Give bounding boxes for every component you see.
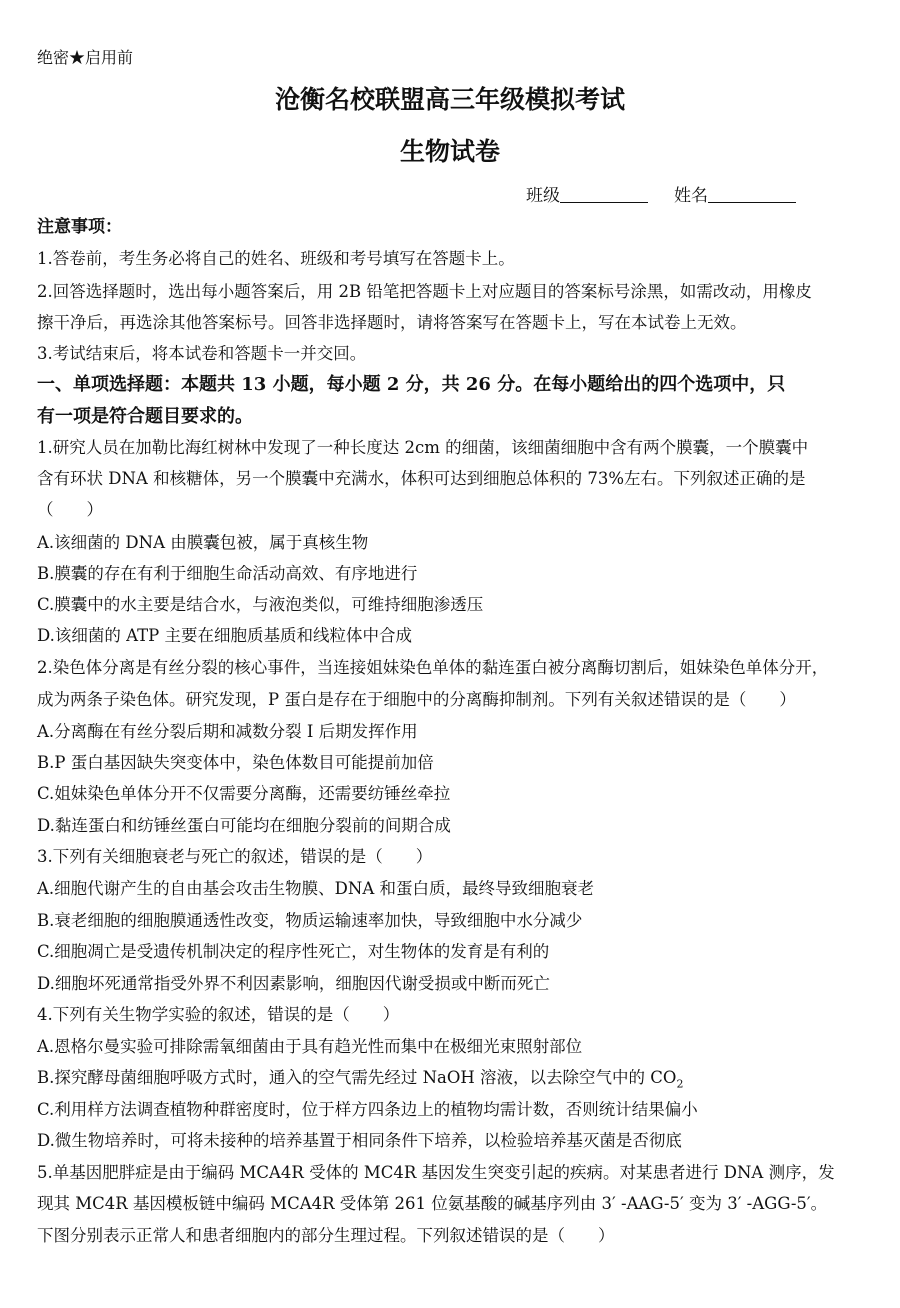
q1-stem-line-1: 1.研究人员在加勒比海红树林中发现了一种长度达 2cm 的细菌，该细菌细胞中含有两个膜囊，一个膜囊中 <box>37 438 809 457</box>
q3-stem: 3.下列有关细胞衰老与死亡的叙述，错误的是（ ） <box>37 847 433 866</box>
q3-option-a: A.细胞代谢产生的自由基会攻击生物膜、DNA 和蛋白质，最终导致细胞衰老 <box>37 879 594 898</box>
q3-option-b: B.衰老细胞的细胞膜通透性改变，物质运输速率加快，导致细胞中水分减少 <box>37 911 583 930</box>
q5-stem-line-2: 现其 MC4R 基因模板链中编码 MCA4R 受体第 261 位氨基酸的碱基序列由 3′ -AAG-5′ 变为 3′ -AGG-5′。 <box>37 1194 828 1213</box>
q1-stem-line-3: （ ） <box>37 500 103 519</box>
name-label: 姓名 <box>674 186 708 206</box>
q2-stem-line-2: 成为两条子染色体。研究发现，P 蛋白是存在于细胞中的分离酶抑制剂。下列有关叙述错误的是（ ） <box>37 690 796 709</box>
q4-option-b-text: B.探究酵母菌细胞呼吸方式时，通入的空气需先经过 NaOH 溶液，以去除空气中的 CO <box>37 1068 677 1087</box>
section-heading-line-2: 有一项是符合题目要求的。 <box>37 406 253 427</box>
q5-stem-line-1: 5.单基因肥胖症是由于编码 MCA4R 受体的 MC4R 基因发生突变引起的疾病。对某患者进行 DNA 测序，发 <box>37 1163 835 1182</box>
class-label: 班级 <box>526 186 560 206</box>
student-info-fields <box>526 184 796 208</box>
q5-stem-line-3: 下图分别表示正常人和患者细胞内的部分生理过程。下列叙述错误的是（ ） <box>37 1226 615 1245</box>
q4-option-b-subscript: 2 <box>676 1077 684 1091</box>
q1-option-b: B.膜囊的存在有利于细胞生命活动高效、有序地进行 <box>37 564 418 583</box>
q3-option-d: D.细胞坏死通常指受外界不利因素影响，细胞因代谢受损或中断而死亡 <box>37 974 550 993</box>
exam-title: 沧衡名校联盟高三年级模拟考试 <box>274 85 625 114</box>
section-heading-line-1: 一、单项选择题：本题共 13 小题，每小题 2 分，共 26 分。在每小题给出的四个选项中，只 <box>37 374 786 395</box>
name-blank <box>708 184 796 203</box>
notice-heading: 注意事项： <box>37 217 122 237</box>
q1-option-a: A.该细菌的 DNA 由膜囊包被，属于真核生物 <box>37 533 369 552</box>
q2-option-b: B.P 蛋白基因缺失突变体中，染色体数目可能提前加倍 <box>37 753 434 772</box>
q1-stem-line-2: 含有环状 DNA 和核糖体，另一个膜囊中充满水，体积可达到细胞总体积的 73%左右。下列叙述正确的是 <box>37 469 806 488</box>
q1-option-c: C.膜囊中的水主要是结合水，与液泡类似，可维持细胞渗透压 <box>37 595 484 614</box>
q2-option-a: A.分离酶在有丝分裂后期和减数分裂 I 后期发挥作用 <box>37 722 418 741</box>
q1-option-d: D.该细菌的 ATP 主要在细胞质基质和线粒体中合成 <box>37 626 412 645</box>
class-blank <box>560 184 648 203</box>
q2-option-c: C.姐妹染色单体分开不仅需要分离酶，还需要纺锤丝牵拉 <box>37 784 451 803</box>
notice-item-1: 1.答卷前，考生务必将自己的姓名、班级和考号填写在答题卡上。 <box>37 249 515 268</box>
q3-option-c: C.细胞凋亡是受遗传机制决定的程序性死亡，对生物体的发育是有利的 <box>37 942 550 961</box>
q4-stem: 4.下列有关生物学实验的叙述，错误的是（ ） <box>37 1005 400 1024</box>
q4-option-a: A.恩格尔曼实验可排除需氧细菌由于具有趋光性而集中在极细光束照射部位 <box>37 1037 583 1056</box>
q2-stem-line-1: 2.染色体分离是有丝分裂的核心事件，当连接姐妹染色单体的黏连蛋白被分离酶切割后，姐妹染色单体分开， <box>37 658 829 677</box>
secret-mark: 绝密★启用前 <box>37 48 134 67</box>
notice-item-2-line-1: 2.回答选择题时，选出每小题答案后，用 2B 铅笔把答题卡上对应题目的答案标号涂黑，如需改动，用橡皮 <box>37 282 812 301</box>
q4-option-c: C.利用样方法调查植物种群密度时，位于样方四条边上的植物均需计数，否则统计结果偏小 <box>37 1100 698 1119</box>
q2-option-d: D.黏连蛋白和纺锤丝蛋白可能均在细胞分裂前的间期合成 <box>37 816 451 835</box>
notice-item-3: 3.考试结束后，将本试卷和答题卡一并交回。 <box>37 344 367 363</box>
notice-item-2-line-2: 擦干净后，再选涂其他答案标号。回答非选择题时，请将答案写在答题卡上，写在本试卷上无效。 <box>37 313 747 332</box>
q4-option-b <box>37 1066 867 1096</box>
q4-option-d: D.微生物培养时，可将未接种的培养基置于相同条件下培养，以检验培养基灭菌是否彻底 <box>37 1131 682 1150</box>
exam-subtitle: 生物试卷 <box>399 137 500 166</box>
